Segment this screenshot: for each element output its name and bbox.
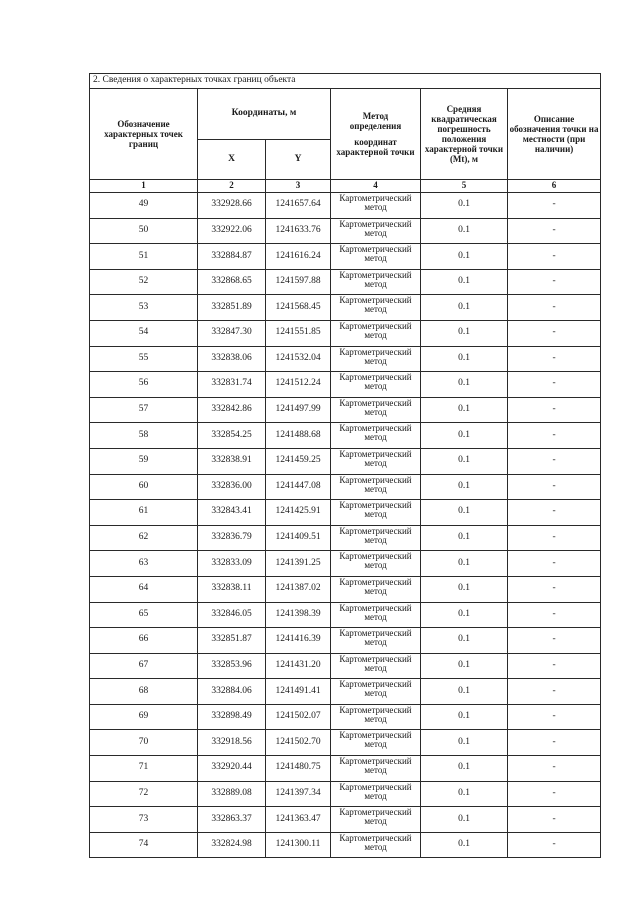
- table-row: [90, 781, 601, 807]
- y-coordinate-cell: 1241633.76: [266, 218, 331, 244]
- method-line-1: Картометрический: [339, 704, 412, 715]
- x-coordinate-cell: 332843.41: [198, 500, 266, 526]
- table-row: [90, 218, 601, 244]
- table-row: [90, 320, 601, 346]
- method-line-2: метод: [364, 355, 387, 366]
- table-row: [90, 372, 601, 398]
- method-cell: [331, 576, 421, 602]
- description-cell: -: [508, 807, 601, 833]
- method-line-2: метод: [364, 304, 387, 315]
- error-cell: 0.1: [421, 397, 508, 423]
- x-coordinate-cell: 332836.79: [198, 525, 266, 551]
- point-number-cell: 57: [90, 397, 198, 423]
- x-coordinate-cell: 332838.11: [198, 576, 266, 602]
- x-coordinate-cell: 332824.98: [198, 832, 266, 858]
- method-cell: [331, 704, 421, 730]
- method-line-2: метод: [364, 406, 387, 417]
- method-line-1: Картометрический: [339, 679, 412, 690]
- y-coordinate-cell: 1241300.11: [266, 832, 331, 858]
- description-cell: -: [508, 295, 601, 321]
- error-cell: 0.1: [421, 193, 508, 219]
- method-line-1: Картометрический: [339, 756, 412, 767]
- method-line-2: метод: [364, 534, 387, 545]
- method-line-1: Картометрический: [339, 832, 412, 843]
- method-line-1: Картометрический: [339, 730, 412, 741]
- table-row: [90, 525, 601, 551]
- x-coordinate-cell: 332920.44: [198, 756, 266, 782]
- table-row: [90, 269, 601, 295]
- description-cell: -: [508, 244, 601, 270]
- point-number-cell: 72: [90, 781, 198, 807]
- x-coordinate-cell: 332842.86: [198, 397, 266, 423]
- description-cell: -: [508, 704, 601, 730]
- method-line-1: Картометрический: [339, 397, 412, 408]
- method-line-1: Картометрический: [339, 500, 412, 511]
- point-number-cell: 69: [90, 704, 198, 730]
- description-cell: -: [508, 576, 601, 602]
- method-cell: [331, 679, 421, 705]
- method-cell: [331, 525, 421, 551]
- y-coordinate-cell: 1241491.41: [266, 679, 331, 705]
- x-coordinate-cell: 332853.96: [198, 653, 266, 679]
- error-cell: 0.1: [421, 628, 508, 654]
- header-method: [331, 89, 421, 180]
- method-line-1: Картометрический: [339, 628, 412, 639]
- description-cell: -: [508, 832, 601, 858]
- description-cell: -: [508, 781, 601, 807]
- table-row: [90, 448, 601, 474]
- description-cell: -: [508, 500, 601, 526]
- method-cell: [331, 807, 421, 833]
- error-cell: 0.1: [421, 730, 508, 756]
- method-line-2: метод: [364, 662, 387, 673]
- x-coordinate-cell: 332847.30: [198, 320, 266, 346]
- x-coordinate-cell: 332898.49: [198, 704, 266, 730]
- method-line-1: Картометрический: [339, 525, 412, 536]
- point-number-cell: 53: [90, 295, 198, 321]
- error-cell: 0.1: [421, 525, 508, 551]
- y-coordinate-cell: 1241502.70: [266, 730, 331, 756]
- column-number: 4: [331, 180, 421, 193]
- point-number-cell: 51: [90, 244, 198, 270]
- error-cell: 0.1: [421, 756, 508, 782]
- table-row: [90, 346, 601, 372]
- method-cell: [331, 551, 421, 577]
- error-cell: 0.1: [421, 576, 508, 602]
- point-number-cell: 50: [90, 218, 198, 244]
- method-cell: [331, 602, 421, 628]
- table-row: [90, 423, 601, 449]
- y-coordinate-cell: 1241597.88: [266, 269, 331, 295]
- column-number: 2: [198, 180, 266, 193]
- y-coordinate-cell: 1241480.75: [266, 756, 331, 782]
- error-cell: 0.1: [421, 551, 508, 577]
- header-coordinates: Координаты, м: [198, 89, 331, 140]
- error-cell: 0.1: [421, 832, 508, 858]
- header-row-top: [90, 89, 601, 140]
- method-line-1: Картометрический: [339, 807, 412, 818]
- x-coordinate-cell: 332918.56: [198, 730, 266, 756]
- y-coordinate-cell: 1241568.45: [266, 295, 331, 321]
- method-line-1: Картометрический: [339, 218, 412, 229]
- y-coordinate-cell: 1241551.85: [266, 320, 331, 346]
- method-line-2: метод: [364, 739, 387, 750]
- description-cell: -: [508, 730, 601, 756]
- error-cell: 0.1: [421, 346, 508, 372]
- y-coordinate-cell: 1241497.99: [266, 397, 331, 423]
- method-line-2: метод: [364, 483, 387, 494]
- method-line-1: Картометрический: [339, 423, 412, 434]
- method-line-2: метод: [364, 765, 387, 776]
- method-line-1: Картометрический: [339, 576, 412, 587]
- method-cell: [331, 423, 421, 449]
- table-row: [90, 807, 601, 833]
- method-line-1: Картометрический: [339, 551, 412, 562]
- x-coordinate-cell: 332851.89: [198, 295, 266, 321]
- column-number: 1: [90, 180, 198, 193]
- description-cell: -: [508, 269, 601, 295]
- error-cell: 0.1: [421, 320, 508, 346]
- table-row: [90, 576, 601, 602]
- method-cell: [331, 397, 421, 423]
- header-method-line-4: характерной точки: [336, 147, 415, 158]
- point-number-cell: 56: [90, 372, 198, 398]
- method-line-1: Картометрический: [339, 193, 412, 203]
- method-line-1: Картометрический: [339, 448, 412, 459]
- y-coordinate-cell: 1241657.64: [266, 193, 331, 219]
- header-point-designation: Обозначение характерных точек границ: [90, 89, 198, 180]
- method-line-2: метод: [364, 816, 387, 827]
- method-line-2: метод: [364, 278, 387, 289]
- error-cell: 0.1: [421, 781, 508, 807]
- description-cell: -: [508, 320, 601, 346]
- method-line-1: Картометрический: [339, 653, 412, 664]
- error-cell: 0.1: [421, 372, 508, 398]
- method-line-1: Картометрический: [339, 474, 412, 485]
- point-number-cell: 74: [90, 832, 198, 858]
- method-line-2: метод: [364, 637, 387, 648]
- error-cell: 0.1: [421, 423, 508, 449]
- table-row: [90, 551, 601, 577]
- x-coordinate-cell: 332846.05: [198, 602, 266, 628]
- error-cell: 0.1: [421, 474, 508, 500]
- error-cell: 0.1: [421, 653, 508, 679]
- table-row: [90, 628, 601, 654]
- header-method-line-3: координат: [354, 137, 397, 147]
- y-coordinate-cell: 1241616.24: [266, 244, 331, 270]
- method-cell: [331, 218, 421, 244]
- table-row: [90, 397, 601, 423]
- point-number-cell: 54: [90, 320, 198, 346]
- table-row: [90, 832, 601, 858]
- x-coordinate-cell: 332922.06: [198, 218, 266, 244]
- method-line-2: метод: [364, 585, 387, 596]
- y-coordinate-cell: 1241416.39: [266, 628, 331, 654]
- y-coordinate-cell: 1241398.39: [266, 602, 331, 628]
- method-line-2: метод: [364, 790, 387, 801]
- error-cell: 0.1: [421, 295, 508, 321]
- description-cell: -: [508, 628, 601, 654]
- table-row: [90, 602, 601, 628]
- method-cell: [331, 756, 421, 782]
- table-row: [90, 295, 601, 321]
- y-coordinate-cell: 1241512.24: [266, 372, 331, 398]
- y-coordinate-cell: 1241409.51: [266, 525, 331, 551]
- method-line-1: Картометрический: [339, 346, 412, 357]
- method-line-2: метод: [364, 381, 387, 392]
- description-cell: -: [508, 551, 601, 577]
- error-cell: 0.1: [421, 704, 508, 730]
- header-method-line-1: Метод: [362, 110, 389, 121]
- table-row: [90, 474, 601, 500]
- method-line-2: метод: [364, 202, 387, 212]
- y-coordinate-cell: 1241459.25: [266, 448, 331, 474]
- table-row: [90, 679, 601, 705]
- point-number-cell: 52: [90, 269, 198, 295]
- table-row: [90, 193, 601, 219]
- header-y: Y: [266, 140, 331, 180]
- x-coordinate-cell: 332868.65: [198, 269, 266, 295]
- description-cell: -: [508, 448, 601, 474]
- method-line-1: Картометрический: [339, 295, 412, 306]
- method-line-1: Картометрический: [339, 372, 412, 383]
- method-line-2: метод: [364, 509, 387, 520]
- description-cell: -: [508, 756, 601, 782]
- method-cell: [331, 448, 421, 474]
- y-coordinate-cell: 1241425.91: [266, 500, 331, 526]
- error-cell: 0.1: [421, 269, 508, 295]
- table-row: [90, 653, 601, 679]
- description-cell: -: [508, 346, 601, 372]
- method-cell: [331, 320, 421, 346]
- point-number-cell: 63: [90, 551, 198, 577]
- description-cell: -: [508, 218, 601, 244]
- method-line-2: метод: [364, 432, 387, 443]
- description-cell: -: [508, 193, 601, 219]
- section-title-row: [90, 74, 601, 89]
- table-row: [90, 756, 601, 782]
- x-coordinate-cell: 332863.37: [198, 807, 266, 833]
- y-coordinate-cell: 1241502.07: [266, 704, 331, 730]
- method-line-2: метод: [364, 560, 387, 571]
- header-mean-square-error: Средняя квадратическая погрешность положения характерной точки (Mt), м: [421, 89, 508, 180]
- method-cell: [331, 269, 421, 295]
- point-number-cell: 64: [90, 576, 198, 602]
- point-number-cell: 62: [90, 525, 198, 551]
- description-cell: -: [508, 397, 601, 423]
- method-cell: [331, 832, 421, 858]
- method-line-1: Картометрический: [339, 269, 412, 280]
- header-method-line-2: определения: [349, 120, 402, 131]
- point-number-cell: 73: [90, 807, 198, 833]
- table-row: [90, 704, 601, 730]
- method-cell: [331, 653, 421, 679]
- boundary-points-table: [89, 73, 601, 858]
- description-cell: -: [508, 653, 601, 679]
- point-number-cell: 65: [90, 602, 198, 628]
- description-cell: -: [508, 423, 601, 449]
- method-line-2: метод: [364, 227, 387, 238]
- y-coordinate-cell: 1241532.04: [266, 346, 331, 372]
- y-coordinate-cell: 1241387.02: [266, 576, 331, 602]
- method-line-2: метод: [364, 688, 387, 699]
- error-cell: 0.1: [421, 218, 508, 244]
- method-line-2: метод: [364, 841, 387, 852]
- point-number-cell: 55: [90, 346, 198, 372]
- point-number-cell: 67: [90, 653, 198, 679]
- x-coordinate-cell: 332838.06: [198, 346, 266, 372]
- error-cell: 0.1: [421, 679, 508, 705]
- method-line-2: метод: [364, 611, 387, 622]
- x-coordinate-cell: 332851.87: [198, 628, 266, 654]
- y-coordinate-cell: 1241397.34: [266, 781, 331, 807]
- y-coordinate-cell: 1241488.68: [266, 423, 331, 449]
- method-cell: [331, 295, 421, 321]
- description-cell: -: [508, 679, 601, 705]
- error-cell: 0.1: [421, 602, 508, 628]
- method-cell: [331, 193, 421, 219]
- x-coordinate-cell: 332831.74: [198, 372, 266, 398]
- error-cell: 0.1: [421, 244, 508, 270]
- x-coordinate-cell: 332889.08: [198, 781, 266, 807]
- column-number: 6: [508, 180, 601, 193]
- x-coordinate-cell: 332928.66: [198, 193, 266, 219]
- error-cell: 0.1: [421, 448, 508, 474]
- column-number: 3: [266, 180, 331, 193]
- method-line-2: метод: [364, 457, 387, 468]
- description-cell: -: [508, 474, 601, 500]
- method-line-1: Картометрический: [339, 602, 412, 613]
- description-cell: -: [508, 602, 601, 628]
- x-coordinate-cell: 332833.09: [198, 551, 266, 577]
- method-cell: [331, 372, 421, 398]
- method-line-2: метод: [364, 329, 387, 340]
- table-row: [90, 500, 601, 526]
- column-number-row: [90, 180, 601, 193]
- point-number-cell: 60: [90, 474, 198, 500]
- y-coordinate-cell: 1241431.20: [266, 653, 331, 679]
- column-number: 5: [421, 180, 508, 193]
- table-row: [90, 730, 601, 756]
- y-coordinate-cell: 1241363.47: [266, 807, 331, 833]
- method-cell: [331, 244, 421, 270]
- x-coordinate-cell: 332836.00: [198, 474, 266, 500]
- method-cell: [331, 781, 421, 807]
- section-title: 2. Сведения о характерных точках границ объекта: [90, 74, 601, 89]
- table-row: [90, 244, 601, 270]
- x-coordinate-cell: 332854.25: [198, 423, 266, 449]
- point-number-cell: 58: [90, 423, 198, 449]
- error-cell: 0.1: [421, 500, 508, 526]
- header-description: Описание обозначения точки на местности (при наличии): [508, 89, 601, 180]
- x-coordinate-cell: 332838.91: [198, 448, 266, 474]
- method-cell: [331, 500, 421, 526]
- method-line-1: Картометрический: [339, 244, 412, 255]
- point-number-cell: 61: [90, 500, 198, 526]
- x-coordinate-cell: 332884.87: [198, 244, 266, 270]
- method-cell: [331, 730, 421, 756]
- y-coordinate-cell: 1241391.25: [266, 551, 331, 577]
- point-number-cell: 70: [90, 730, 198, 756]
- point-number-cell: 71: [90, 756, 198, 782]
- method-cell: [331, 474, 421, 500]
- description-cell: -: [508, 372, 601, 398]
- method-cell: [331, 628, 421, 654]
- point-number-cell: 66: [90, 628, 198, 654]
- method-line-1: Картометрический: [339, 781, 412, 792]
- method-line-1: Картометрический: [339, 320, 412, 331]
- point-number-cell: 68: [90, 679, 198, 705]
- description-cell: -: [508, 525, 601, 551]
- x-coordinate-cell: 332884.06: [198, 679, 266, 705]
- y-coordinate-cell: 1241447.08: [266, 474, 331, 500]
- method-cell: [331, 346, 421, 372]
- method-line-2: метод: [364, 713, 387, 724]
- header-x: X: [198, 140, 266, 180]
- method-line-2: метод: [364, 253, 387, 264]
- point-number-cell: 49: [90, 193, 198, 219]
- point-number-cell: 59: [90, 448, 198, 474]
- error-cell: 0.1: [421, 807, 508, 833]
